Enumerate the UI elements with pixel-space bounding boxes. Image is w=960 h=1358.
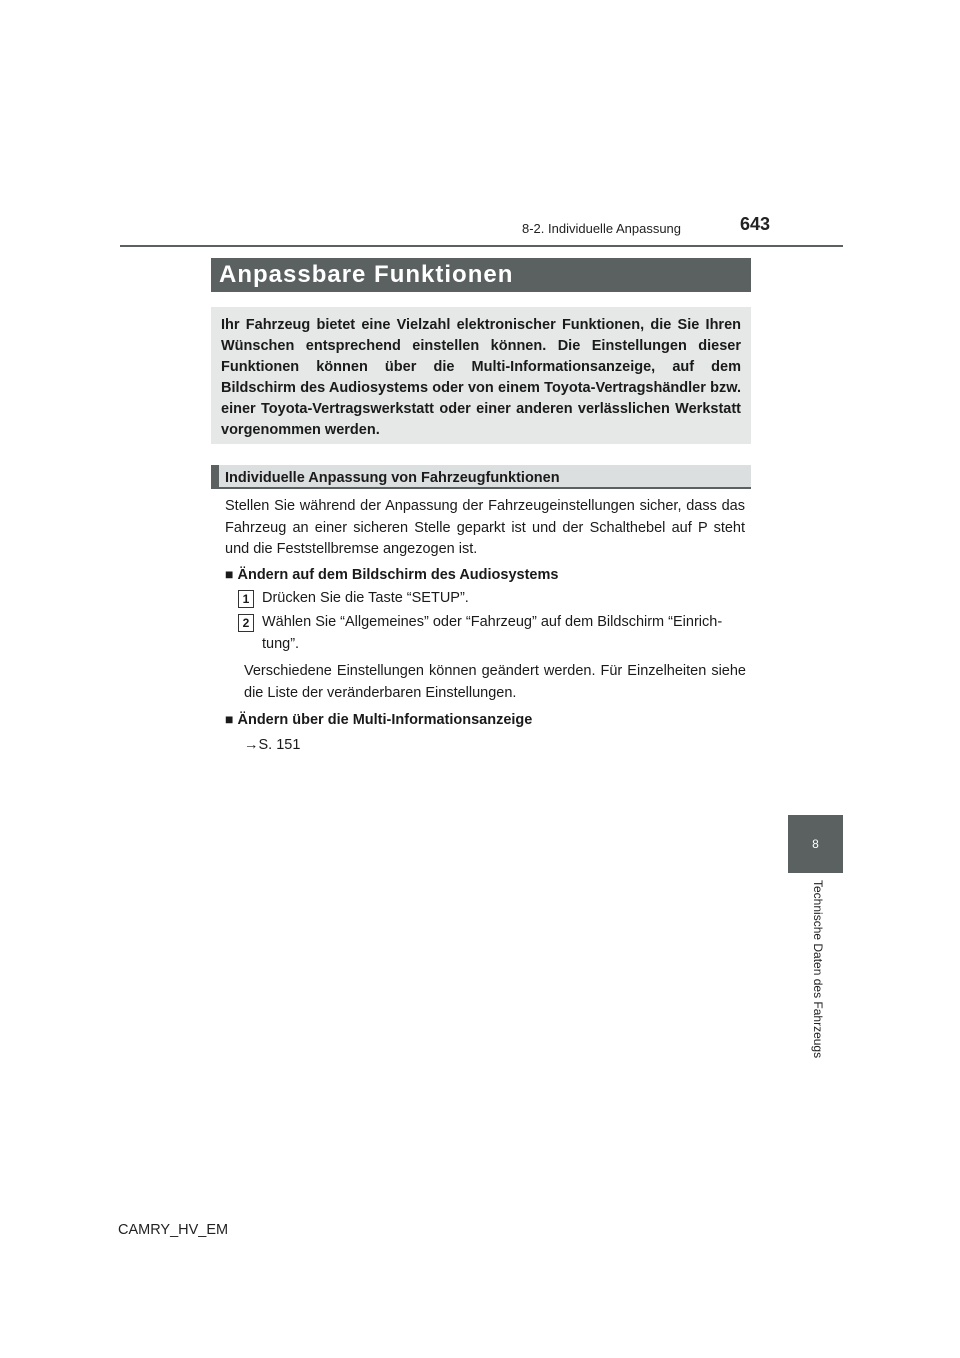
step-text-2-cont: tung”.: [262, 636, 300, 652]
step-text-1: Drücken Sie die Taste “SETUP”.: [262, 590, 469, 606]
model-code: CAMRY_HV_EM: [118, 1222, 229, 1238]
square-bullet-icon: ■: [225, 711, 234, 727]
intro-box: Ihr Fahrzeug bietet eine Vielzahl elektronischer Funktionen, die Sie Ihren Wünschen entsprechend einstellen können. Die Einstellungen dieser Funktionen können über die Multi-Informationsanzeige, auf dem Bildschirm des Audiosystems oder von einem Toyota-Vertragshändler bzw. einer Toyota-Vertragswerkstatt oder einer anderen verlässlichen Werkstatt vorgenommen werden.: [211, 307, 751, 444]
audio-heading: Ändern auf dem Bildschirm des Audiosystems: [237, 567, 559, 583]
subsection-text: Stellen Sie während der Anpassung der Fahrzeugeinstellungen sicher, dass das Fahrzeug an einer sicheren Stelle geparkt ist und der Schalthebel auf P steht und die Feststellbremse angezogen ist.: [225, 498, 745, 557]
step-number-1: 1: [238, 590, 254, 608]
subsection-title: Individuelle Anpassung von Fahrzeugfunktionen: [211, 465, 751, 489]
square-bullet-icon: ■: [225, 566, 234, 582]
header-rule: [120, 245, 843, 247]
step-number-2: 2: [238, 614, 254, 632]
chapter-tab: 8: [788, 815, 843, 873]
multi-heading-row: [225, 709, 745, 730]
multi-heading: Ändern über die Multi-Informationsanzeige: [237, 712, 533, 728]
page-reference[interactable]: [244, 735, 300, 756]
audio-heading-row: [225, 564, 745, 585]
page-number: 643: [740, 214, 771, 234]
page-reference-text: S. 151: [258, 737, 301, 753]
page-title: Anpassbare Funktionen: [211, 258, 751, 292]
arrow-right-icon: →: [244, 737, 259, 753]
step-text-2: Wählen Sie “Allgemeines” oder “Fahrzeug” auf dem Bildschirm “Einrich-: [262, 614, 723, 630]
header-section: 8-2. Individuelle Anpassung: [522, 221, 682, 236]
chapter-label: Technische Daten des Fahrzeugs: [811, 880, 825, 1059]
audio-note: Verschiedene Einstellungen können geändert werden. Für Einzelheiten siehe die Liste der veränderbaren Einstellungen.: [244, 663, 746, 701]
